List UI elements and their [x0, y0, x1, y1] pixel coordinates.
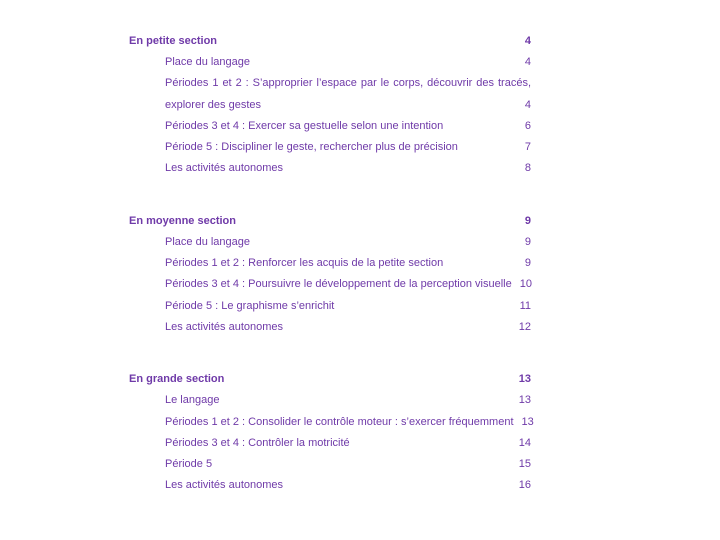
toc-entry-label: Périodes 1 et 2 : Consolider le contrôle moteur : s’exercer fréquemment [165, 415, 514, 428]
toc-entry[interactable] [129, 158, 531, 179]
toc-entry[interactable] [129, 274, 531, 295]
toc-entry-page: 9 [524, 257, 531, 270]
toc-entry[interactable] [129, 475, 531, 496]
toc-entry[interactable] [129, 412, 534, 433]
table-of-contents [129, 31, 534, 497]
toc-entry-label: Période 5 : Discipliner le geste, rechercher plus de précision [165, 141, 458, 154]
toc-entry[interactable] [129, 232, 531, 253]
toc-entry[interactable] [129, 296, 531, 317]
toc-entry-label: Le langage [165, 394, 220, 407]
toc-entry-page: 14 [518, 436, 531, 449]
section-heading-grande[interactable] [129, 369, 531, 389]
toc-entry[interactable] [129, 253, 531, 274]
toc-entry-page: 12 [518, 320, 531, 333]
toc-entry-page: 7 [524, 141, 531, 154]
section-page-number: 13 [518, 373, 531, 386]
section-title: En moyenne section [129, 214, 236, 227]
toc-entry[interactable] [129, 52, 531, 73]
toc-entry-label: Périodes 3 et 4 : Poursuivre le développement de la perception visuelle [165, 278, 512, 291]
section-title: En grande section [129, 373, 225, 386]
toc-entry-label: Les activités autonomes [165, 320, 284, 333]
toc-entry-page: 16 [518, 479, 531, 492]
toc-entry[interactable] [129, 390, 531, 411]
toc-entry-page: 13 [518, 394, 531, 407]
toc-entry-label: Place du langage [165, 235, 251, 248]
toc-entry-label: Période 5 : Le graphisme s’enrichit [165, 299, 335, 312]
toc-entry-label: Périodes 1 et 2 : S’approprier l’espace par le corps, découvrir des tracés, explorer des gestes [165, 77, 531, 111]
section-title: En petite section [129, 35, 218, 47]
toc-entry-label: Les activités autonomes [165, 162, 284, 175]
toc-entry-page: 11 [519, 299, 531, 312]
section-spacer [129, 338, 531, 369]
toc-entry-label: Place du langage [165, 56, 251, 68]
toc-entry[interactable] [129, 317, 531, 338]
toc-entry-page: 15 [518, 458, 531, 471]
toc-entry-page: 6 [524, 119, 531, 132]
toc-entry-label: Périodes 3 et 4 : Contrôler la motricité [165, 436, 350, 449]
toc-entry[interactable] [129, 454, 531, 475]
toc-entry-label: Période 5 [165, 458, 213, 471]
section-page-number: 9 [524, 214, 531, 227]
toc-entry[interactable] [129, 433, 531, 454]
toc-entry-page: 10 [519, 278, 532, 291]
toc-entry-label: Les activités autonomes [165, 479, 284, 492]
toc-entry-page: 4 [524, 98, 531, 111]
toc-entry-page: 13 [521, 415, 534, 428]
toc-entry[interactable] [129, 73, 531, 116]
section-page-number: 4 [524, 35, 531, 47]
toc-entry-page: 9 [524, 235, 531, 248]
toc-entry[interactable] [129, 137, 531, 158]
section-spacer [129, 180, 531, 211]
toc-entry-label: Périodes 1 et 2 : Renforcer les acquis de la petite section [165, 257, 444, 270]
toc-entry-label: Périodes 3 et 4 : Exercer sa gestuelle selon une intention [165, 119, 444, 132]
toc-entry-page: 4 [524, 56, 531, 68]
section-heading-moyenne[interactable] [129, 211, 531, 231]
section-heading-petite[interactable] [129, 31, 531, 51]
toc-entry[interactable] [129, 116, 531, 137]
toc-entry-page: 8 [524, 162, 531, 175]
